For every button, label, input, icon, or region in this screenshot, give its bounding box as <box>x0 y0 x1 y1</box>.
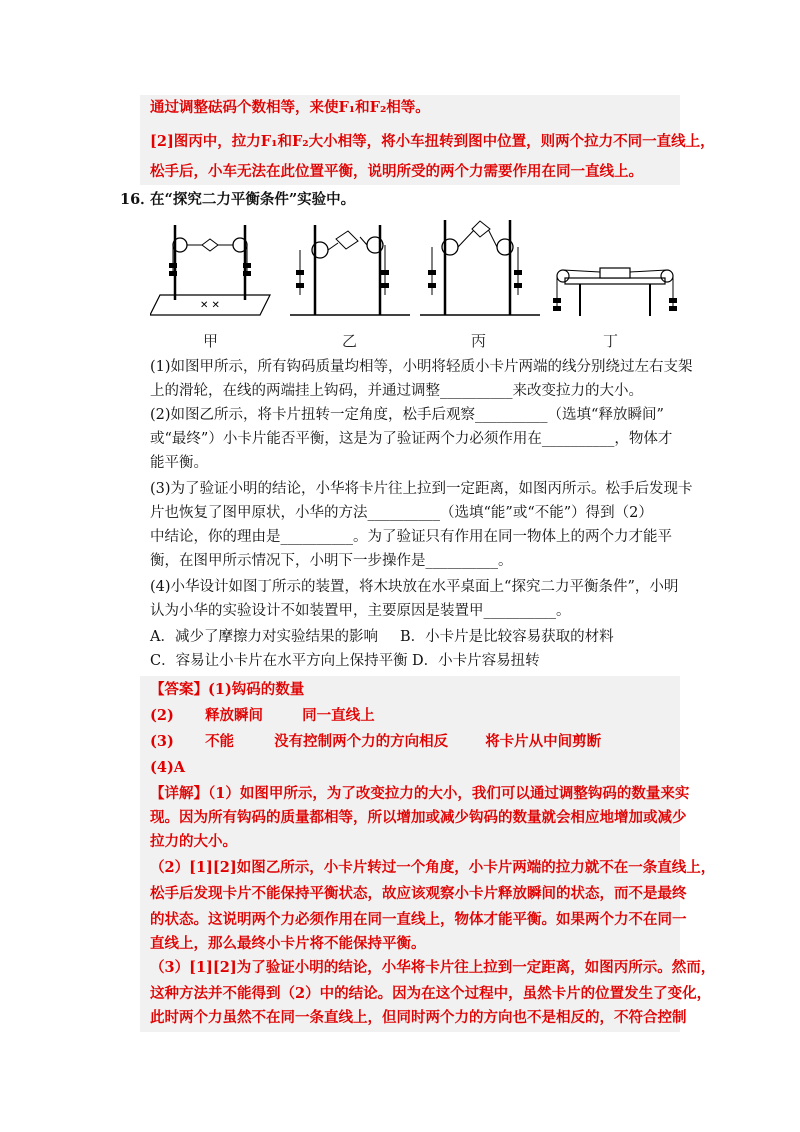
question-number: 16． <box>120 191 155 208</box>
explain-line: （3）[1][2]为了验证小明的结论，小华将卡片往上拉到一定距离，如图丙所示。然而， <box>150 959 716 976</box>
figure-ding <box>545 250 685 325</box>
answer-3-v2: 没有控制两个力的方向相反 <box>274 733 449 750</box>
explain-line: 松手后发现卡片不能保持平衡状态，故应该观察小卡片释放瞬间的状态，而不是最终 <box>150 885 687 902</box>
question-line: (1)如图甲所示，所有钩码质量均相等，小明将轻质小卡片两端的线分别绕过左右支架 <box>150 359 693 375</box>
explain-line: 【详解】（1）如图甲所示，为了改变拉力的大小，我们可以通过调整钩码的数量来实 <box>150 785 690 802</box>
answer-background <box>140 676 680 1032</box>
answer-2-num: (2) <box>150 707 174 724</box>
question-line: (2)如图乙所示，将卡片扭转一定角度，松手后观察__________（选填“释放瞬间” <box>150 407 664 423</box>
option-d: D．小卡片容易扭转 <box>412 653 540 669</box>
figure-bing <box>420 215 540 325</box>
question-line: 中结论，你的理由是__________。为了验证只有作用在同一物体上的两个力才能平 <box>150 529 672 545</box>
option-b: B．小卡片是比较容易获取的材料 <box>400 629 614 645</box>
svg-text:✕ ✕: ✕ ✕ <box>200 300 220 311</box>
explain-line: 这种方法并不能得到（2）中的结论。因为在这个过程中，虽然卡片的位置发生了变化， <box>150 985 712 1002</box>
answer-label-text: 【答案】 <box>150 681 208 698</box>
explain-line: 的状态。这说明两个力必须作用在同一直线上，物体才能平衡。如果两个力不在同一 <box>150 911 687 928</box>
explain-line: 此时两个力虽然不在同一条直线上，但同时两个力的方向也不是相反的，不符合控制 <box>150 1009 687 1026</box>
caption-ding: 丁 <box>603 332 619 350</box>
caption-yi: 乙 <box>342 332 358 350</box>
answer-3-num: (3) <box>150 733 174 750</box>
explain-line: （2）[1][2]如图乙所示，小卡片转过一个角度，小卡片两端的拉力就不在一条直线上， <box>150 859 716 876</box>
figure-jia <box>150 215 280 325</box>
answer-4: (4)A <box>150 759 186 776</box>
question-line: 衡，在图甲所示情况下，小明下一步操作是__________。 <box>150 553 513 569</box>
question-line: 能平衡。 <box>150 455 208 471</box>
answer-row-3 <box>150 732 601 752</box>
question-line: 或“最终”）小卡片能否平衡，这是为了验证两个力必须作用在__________，物体才 <box>150 431 673 447</box>
question-line: 片也恢复了图甲原状，小华的方法__________（选填“能”或“不能”）得到（2） <box>150 505 653 521</box>
question-line: 认为小华的实验设计不如装置甲，主要原因是装置甲__________。 <box>150 603 571 619</box>
caption-bing: 丙 <box>471 332 487 350</box>
answer-1: (1)钩码的数量 <box>208 681 305 698</box>
explain-line: 拉力的大小。 <box>150 833 237 850</box>
answer-row-2 <box>150 706 375 726</box>
caption-jia: 甲 <box>203 332 219 350</box>
question-stem: 在“探究二力平衡条件”实验中。 <box>150 191 356 208</box>
question-line: (4)小华设计如图丁所示的装置，将木块放在水平桌面上“探究二力平衡条件”，小明 <box>150 579 679 595</box>
figure-yi <box>290 215 410 325</box>
top-answer-line-3: 松手后，小车无法在此位置平衡，说明所受的两个力需要作用在同一直线上。 <box>150 163 643 180</box>
top-answer-line-2: [2]图丙中，拉力F₁和F₂大小相等，将小车扭转到图中位置，则两个拉力不同一直线上， <box>150 133 715 150</box>
question-line: (3)为了验证小明的结论，小华将卡片往上拉到一定距离，如图丙所示。松手后发现卡 <box>150 481 693 497</box>
answer-label <box>150 680 304 700</box>
answer-3-v3: 将卡片从中间剪断 <box>485 733 602 750</box>
option-a: A．减少了摩擦力对实验结果的影响 <box>150 629 378 645</box>
answer-2-v2: 同一直线上 <box>302 707 375 724</box>
answer-3-v1: 不能 <box>205 733 235 750</box>
explain-line: 直线上，那么最终小卡片将不能保持平衡。 <box>150 935 426 952</box>
option-c: C．容易让小卡片在水平方向上保持平衡 <box>150 653 408 669</box>
explain-line: 现。因为所有钩码的质量都相等，所以增加或减少钩码的数量就会相应地增加或减少 <box>150 809 687 826</box>
question-line: 上的滑轮，在线的两端挂上钩码，并通过调整__________来改变拉力的大小。 <box>150 383 643 399</box>
answer-2-v1: 释放瞬间 <box>205 707 264 724</box>
top-answer-line-1: 通过调整砝码个数相等，来使F₁和F₂相等。 <box>150 99 430 116</box>
